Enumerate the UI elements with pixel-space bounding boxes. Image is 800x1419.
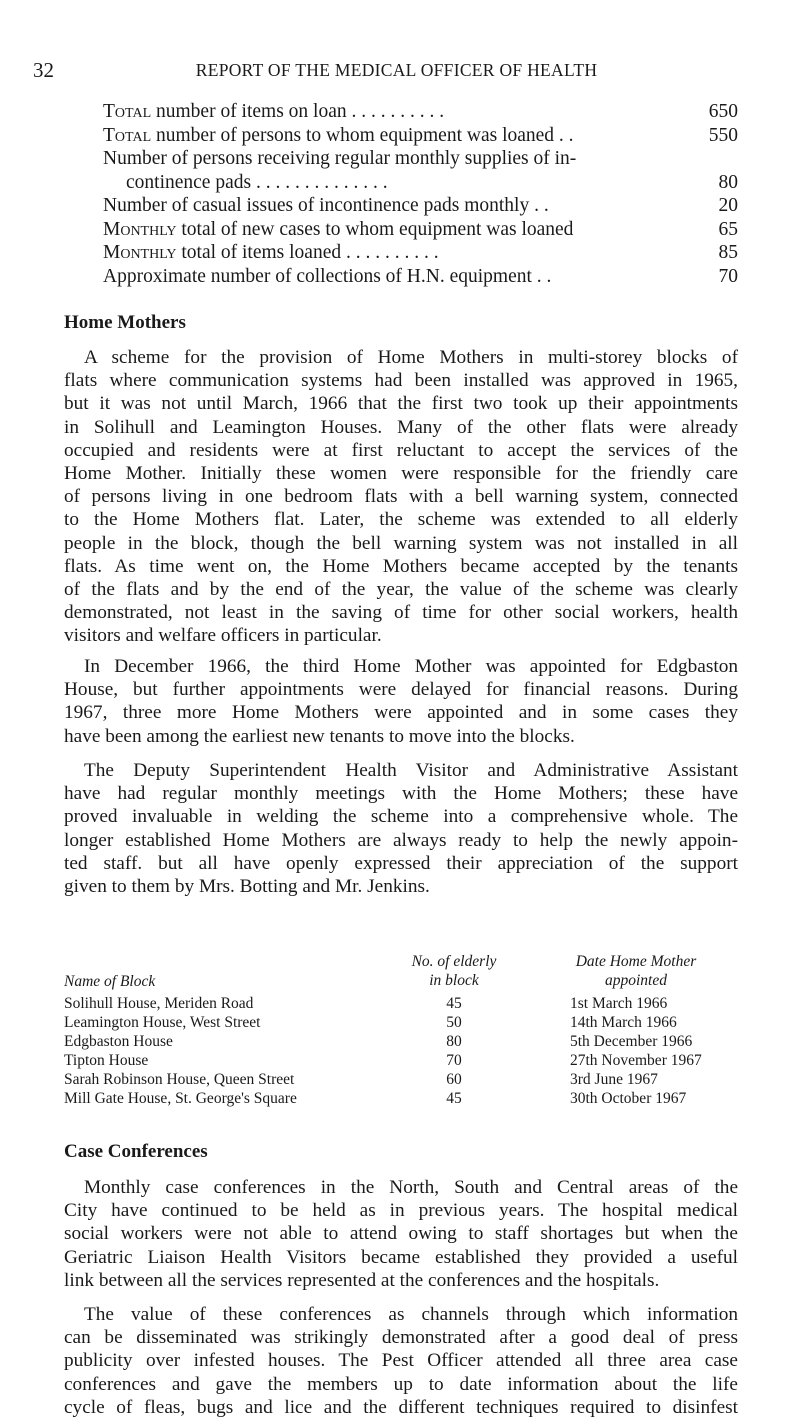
- stat-row: Total number of persons to whom equipment was loaned . . 550: [103, 124, 738, 146]
- stat-value: 70: [718, 265, 738, 287]
- equipment-stats: [103, 100, 738, 288]
- paragraph: In December 1966, the third Home Mother was appointed for Edgbaston House, but further appointments were delayed for financial reasons. During 1967, three more Home Mothers were appointed and in some cases they have been among the earliest new tenants to move into the blocks.: [64, 656, 738, 747]
- column-header-date: Date Home Mother appointed: [575, 953, 697, 989]
- running-title: REPORT OF THE MEDICAL OFFICER OF HEALTH: [195, 60, 598, 80]
- stat-row: Monthly total of new cases to whom equipment was loaned 65: [103, 218, 738, 240]
- stat-value: [706, 147, 738, 171]
- column-header-name: Name of Block: [64, 973, 156, 990]
- stat-row: Total number of items on loan . . . . . . . . . . 650: [103, 101, 738, 122]
- table-row: Edgbaston House 80 5th December 1966: [64, 1033, 693, 1050]
- stat-value: 80: [718, 171, 738, 193]
- stat-value: 20: [718, 195, 738, 216]
- stat-value: 550: [708, 124, 738, 146]
- paragraph: A scheme for the provision of Home Mothers in multi-storey blocks of flats where communication systems had been installed was approved in 1965, but it was not until March, 1966 that the first two took up their appointments in Solihull and Leamington Houses. Many of the other flats were already occupied and residents were at first reluctant to accept the services of the Home Mother. Initially these women were responsible for the friendly care of persons living in one bedroom flats with a bell warning system, connected to the Home Mothers flat. Later, the scheme was extended to all elderly people in the block, though the bell warning system was not installed in all flats. As time went on, the Home Mothers became accepted by the tenants of the flats and by the end of the year, the value of the scheme was clearly demonstrated, not least in the saving of time for other social workers, health visitors and welfare officers in particular.: [64, 347, 738, 647]
- paragraph: The Deputy Superintendent Health Visitor and Administrative Assistant have had regular monthly meetings with the Home Mothers; these have proved invaluable in welding the scheme into a comprehensive whole. The longer established Home Mothers are always ready to help the newly appoin- ted staff. but all have openly expressed their appreciation of the support given to them by Mrs. Botting and Mr. Jenkins.: [64, 760, 738, 897]
- paragraph: Monthly case conferences in the North, South and Central areas of the City have continued to be held as in previous years. The hospital medical social workers were not able to attend owing to staff shortages but when the Geriatric Liaison Health Visitors became established they provided a useful link between all the services represented at the conferences and the hospitals.: [64, 1177, 738, 1291]
- stat-row: Approximate number of collections of H.N. equipment . . 70: [103, 265, 738, 287]
- page-number: 32: [33, 58, 54, 82]
- page-header: [33, 58, 760, 88]
- stat-value: 650: [708, 101, 738, 122]
- table-row: Mill Gate House, St. George's Square 45 30th October 1967: [64, 1090, 687, 1107]
- table-row: Sarah Robinson House, Queen Street 60 3rd June 1967: [64, 1071, 658, 1088]
- table-row: Tipton House 70 27th November 1967: [64, 1052, 702, 1069]
- stat-row: Number of persons receiving regular monthly supplies of in-: [103, 147, 738, 171]
- stat-value: 85: [718, 242, 738, 263]
- stat-row: continence pads . . . . . . . . . . . . . . 80: [126, 171, 738, 193]
- table-row: Leamington House, West Street 50 14th March 1966: [64, 1014, 677, 1031]
- paragraph: The value of these conferences as channels through which information can be disseminated was strikingly demonstrated after a good deal of press publicity over infested houses. The Pest Officer attended all three area case conferences and gave the members up to date information about the life cycle of fleas, bugs and lice and the different techniques required to disinfest: [64, 1304, 738, 1418]
- stat-row: Monthly total of items loaned . . . . . . . . . . 85: [103, 242, 738, 263]
- stat-row: Number of casual issues of incontinence pads monthly . . 20: [103, 195, 738, 216]
- section-heading-case-conferences: Case Conferences: [64, 1141, 208, 1162]
- table-row: Solihull House, Meriden Road 45 1st March 1966: [64, 995, 668, 1012]
- column-header-elderly: No. of elderly in block: [411, 953, 497, 989]
- stat-value: 65: [718, 218, 738, 240]
- section-heading-home-mothers: Home Mothers: [64, 312, 186, 333]
